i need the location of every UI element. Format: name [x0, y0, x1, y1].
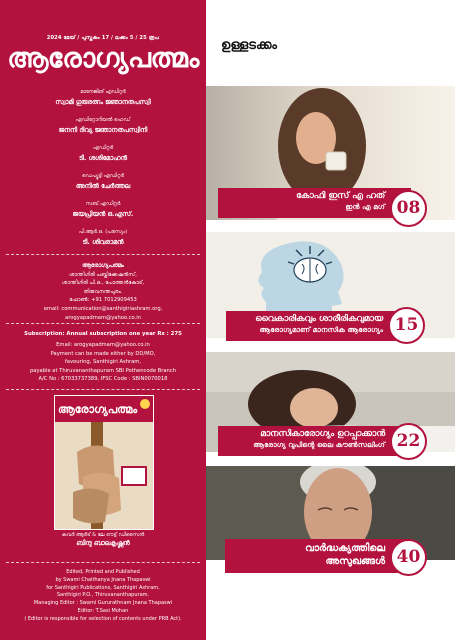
imprint-line: Santhigiri P.O., Thiruvananthapuram.	[56, 592, 150, 599]
credit-pro	[0, 229, 206, 247]
address-phone: ഫോൺ: +91 7012909453	[69, 297, 137, 304]
article-title: വാർദ്ധക്യത്തിലെ	[305, 543, 385, 554]
article-subtitle: ആരോഗ്യ വുപിന്റെ ലൈ കൗൺസലിംഗ്	[253, 440, 385, 449]
cover-credit-role: കവർ ആർട് & ലേ ഔട്ട് ഡിസൈൻ	[61, 532, 145, 538]
page-number-badge[interactable]: 08	[390, 190, 427, 227]
divider	[6, 389, 200, 390]
subscription-line: A/C No : 67033737389, IFSC Code : SBIN0070018	[38, 376, 168, 383]
credit-name: ടി. ശിവരാമൻ	[82, 238, 124, 246]
credit-managing-editor	[0, 89, 206, 107]
article-title: മാനസികാരോഗ്യം ഉറപ്പാക്കാൻ	[260, 429, 385, 439]
credit-editor	[0, 145, 206, 163]
address-email: email: communication@santhigiriashram.org,	[43, 305, 163, 312]
page-number-badge[interactable]: 22	[390, 423, 427, 460]
imprint-line: Editor: T.Sasi Mohan	[77, 607, 129, 614]
credit-role: എഡിറ്റോറിയൽ ഹെഡ്	[75, 117, 131, 123]
credit-name: സ്വാമി ഗുരുരത്നം ജ്ഞാനതപസ്വി	[55, 98, 151, 106]
issue-line: 2024 മേയ് / പുസ്തകം 17 / ലക്കം 5 / 25 രൂപ	[46, 35, 160, 41]
cover-price-badge	[140, 399, 150, 409]
subscription-block	[0, 341, 206, 384]
credit-name: ജയപ്രിയൻ ഒ.എസ്.	[72, 210, 134, 218]
article-title: കോഫി ഇസ് എ ഹത്	[296, 191, 385, 201]
imprint-line: ( Editor is responsible for selection of contents under PRB Act).	[24, 615, 182, 622]
divider	[6, 562, 200, 563]
cover-brand: ആരോഗ്യപത്മം	[58, 403, 138, 416]
credit-editorial-head	[0, 117, 206, 135]
article-subtitle: ഇൻ എ മഗ്	[345, 202, 385, 211]
article-title: വൈകാരികവും ശാരീരികവുമായ	[255, 314, 383, 324]
address-block	[0, 262, 206, 322]
subscription-line: favouring, Santhigiri Ashram,	[64, 359, 142, 366]
subscription-line: payable at Thiruvananthapuram SBI Pothencode Branch	[30, 367, 176, 374]
magazine-logo: ആരോഗ്യപത്മം	[7, 43, 199, 74]
article-banner-2[interactable]	[226, 311, 409, 341]
credit-role: എഡിറ്റർ	[92, 145, 114, 151]
credit-sub-editor	[0, 201, 206, 219]
article-banner-4[interactable]	[225, 539, 411, 573]
article-banner-3[interactable]	[218, 426, 411, 456]
address-line: ശാന്തിഗിരി പി.ഒ., പോത്തൻകോട്,	[61, 280, 145, 287]
cover-thumbnail	[54, 395, 154, 530]
address-line: തിരുവനന്തപുരം.	[83, 288, 123, 295]
divider	[6, 254, 200, 255]
cover-hands-illustration	[55, 422, 153, 529]
address-title: ആരോഗ്യപത്മം	[82, 263, 124, 269]
credit-name: ടി. ശശിമോഹൻ	[79, 154, 127, 162]
cover-credit-name: ബിന്ദു ബാലകൃഷ്ണൻ	[76, 539, 130, 547]
address-email: arogyapadmam@yahoo.co.in	[65, 314, 141, 321]
article-banner-1[interactable]	[218, 188, 411, 218]
credit-role: ഡെപ്യൂട്ടി എഡിറ്റർ	[82, 173, 124, 179]
article-subtitle: ആരോഗ്യമാണ് മാനസിക ആരോഗ്യം	[259, 325, 383, 334]
page-number-badge[interactable]: 40	[390, 539, 427, 576]
cover-credit	[0, 532, 206, 548]
page-number-badge[interactable]: 15	[388, 307, 425, 344]
credit-name: ജനനി ദിവ്യ ജ്ഞാനതപസ്വിനി	[58, 126, 148, 134]
toc-heading: ഉള്ളടക്കം	[221, 38, 277, 53]
credit-name: അനിൽ ചേർത്തല	[75, 182, 131, 190]
credit-deputy-editor	[0, 173, 206, 191]
masthead-column	[0, 0, 206, 640]
imprint-line: by Swami Chaithanya Jnana Thapaswi	[55, 576, 151, 583]
article-subtitle: അസുഖങ്ങൾ	[325, 556, 385, 567]
imprint-line: Managing Editor : Swami Gururathnam Jnana Thapaswi	[33, 600, 173, 607]
imprint-block	[0, 569, 206, 624]
subscription-email: Email: arogyapadmam@yahoo.co.in	[56, 342, 150, 348]
subscription-title: Subscription: Annual subscription one year Rs : 275	[24, 331, 182, 337]
divider	[6, 323, 200, 324]
subscription-line: Payment can be made either by DD/MO,	[50, 350, 156, 357]
credit-role: സബ് എഡിറ്റർ	[85, 201, 121, 207]
imprint-line: Edited, Printed and Published	[66, 569, 140, 575]
imprint-line: for Santhigiri Publications, Santhigiri Ashram,	[46, 584, 160, 591]
credit-role: പി.ആർ.ഒ. (പരസ്യം)	[78, 229, 128, 235]
credit-role: മാനേജിങ് എഡിറ്റർ	[80, 89, 126, 95]
address-line: ശാന്തിഗിരി പബ്ലിക്കേഷൻസ്,	[69, 271, 137, 278]
